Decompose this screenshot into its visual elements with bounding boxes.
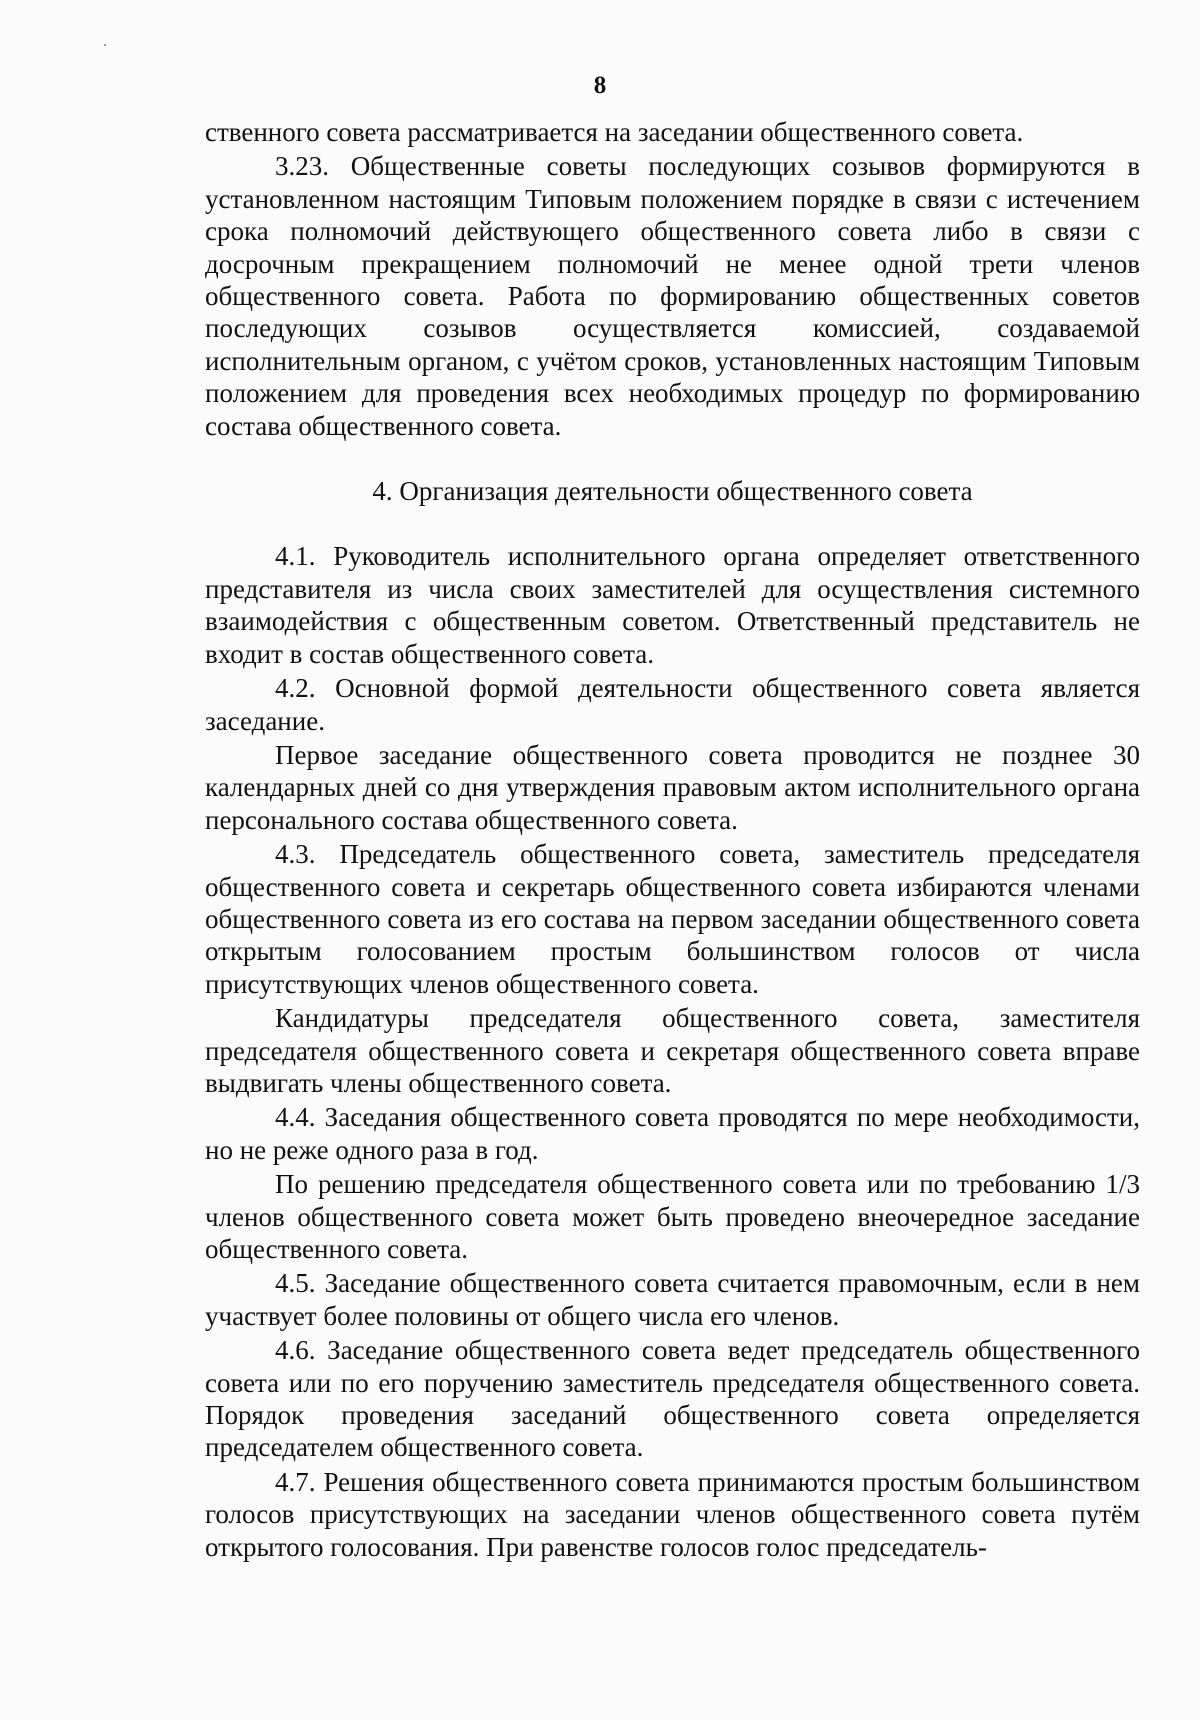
paragraph-4-5: 4.5. Заседание общественного совета считается правомочным, если в нем участвует более половины от общего числа его членов.	[205, 1268, 1140, 1331]
scan-speck	[104, 44, 106, 46]
paragraph-4-7: 4.7. Решения общественного совета принимаются простым большинством голосов присутствующих на заседании членов общественного совета путём открытого голосования. При равенстве голосов голос председатель-	[205, 1466, 1140, 1562]
paragraph-first-meeting: Первое заседание общественного совета проводится не позднее 30 календарных дней со дня утверждения правовым актом исполнительного органа персонального состава общественного совета.	[205, 739, 1140, 835]
paragraph-continuation: ственного совета рассматривается на заседании общественного совета.	[205, 117, 1024, 147]
paragraph-4-3: 4.3. Председатель общественного совета, заместитель председателя общественного совета и секретарь общественного совета избираются членами общественного совета из его состава на первом заседании общественного совета открытым голосованием простым большинством голосов от числа присутствующих членов общественного совета.	[205, 839, 1140, 999]
paragraph-candidates: Кандидатуры председателя общественного совета, заместителя председателя общественного совета и секретаря общественного совета вправе выдвигать члены общественного совета.	[205, 1003, 1140, 1098]
paragraph-4-4: 4.4. Заседания общественного совета проводятся по мере необходимости, но не реже одного раза в год.	[205, 1102, 1140, 1165]
paragraph-4-2: 4.2. Основной формой деятельности общественного совета является заседание.	[205, 673, 1140, 736]
document-body	[205, 116, 1140, 1565]
page-number: 8	[593, 72, 607, 99]
paragraph-4-6: 4.6. Заседание общественного совета ведет председатель общественного совета или по его поручению заместитель председателя общественного совета. Порядок проведения заседаний общественного совета определяется председателем общественного совета.	[205, 1335, 1140, 1463]
paragraph-3-23: 3.23. Общественные советы последующих созывов формируются в установленном настоящим Типовым положением порядке в связи с истечением срока полномочий действующего общественного совета либо в связи с досрочным прекращением полномочий не менее одной трети членов общественного совета. Работа по формированию общественных советов последующих созывов осуществляется комиссией, создаваемой исполнительным органом, с учётом сроков, установленных настоящим Типовым положением для проведения всех необходимых процедур по формированию состава общественного совета.	[205, 151, 1140, 441]
paragraph-4-1: 4.1. Руководитель исполнительного органа определяет ответственного представителя из числа своих заместителей для осуществления системного взаимодействия с общественным советом. Ответственный представитель не входит в состав общественного совета.	[205, 541, 1140, 669]
section-heading: 4. Организация деятельности общественного совета	[372, 476, 973, 507]
paragraph-extraordinary-meeting: По решению председателя общественного совета или по требованию 1/3 членов общественного совета может быть проведено внеочередное заседание общественного совета.	[205, 1169, 1140, 1264]
